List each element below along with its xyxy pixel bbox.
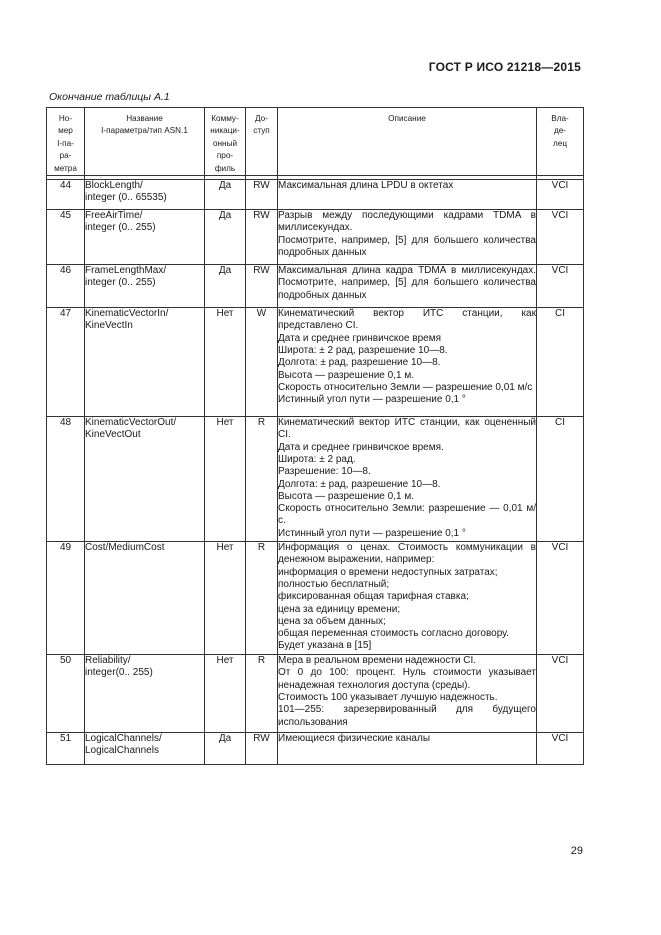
table-row [47,655,584,733]
param-comm-profile: Нет [205,542,246,655]
param-owner: VCI [537,655,584,733]
param-description: Имеющиеся физические каналы [278,733,537,765]
param-owner: VCI [537,542,584,655]
param-comm-profile: Да [205,180,246,210]
table-header-row [47,108,584,176]
param-name: Reliability/ integer(0.. 255) [85,655,205,733]
param-description: Кинематический вектор ИТС станции, как оцененный CI. Дата и среднее гринвичское время. Широта: ± 2 рад. Разрешение: 10—8. Долгота: ± рад, разрешение 10—8. Высота — разрешение 0,1 м. Скорость относительно Земли: разрешение — 0,01 м/с. Истинный угол пути — разрешение 0,1 ° [278,417,537,542]
param-number: 48 [47,417,85,542]
param-comm-profile: Да [205,265,246,308]
param-owner: CI [537,308,584,417]
param-access: RW [246,733,278,765]
param-number: 49 [47,542,85,655]
param-number: 47 [47,308,85,417]
standard-header: ГОСТ Р ИСО 21218—2015 [428,60,581,74]
param-description: Мера в реальном времени надежности CI. От 0 до 100: процент. Нуль стоимости указывает ненадежная технология доступа (среды). Стоимость 100 указывает лучшую надежность. 101—255: зарезервированный для будущего использования [278,655,537,733]
parameters-table [46,107,584,765]
param-owner: VCI [537,180,584,210]
param-description: Кинематический вектор ИТС станции, как представлено CI. Дата и среднее гринвичское время Широта: ± 2 рад, разрешение 10—8. Долгота: ± рад, разрешение 10—8. Высота — разрешение 0,1 м. Скорость относительно Земли — разрешение 0,01 м/с Истинный угол пути — разрешение 0,1 ° [278,308,537,417]
param-name: LogicalChannels/ LogicalChannels [85,733,205,765]
header-comm-profile: Комму- никаци- онный про- филь [205,108,246,176]
table-row [47,542,584,655]
param-number: 44 [47,180,85,210]
param-name: KinematicVectorOut/ KineVectOut [85,417,205,542]
header-access: До- ступ [246,108,278,176]
param-number: 50 [47,655,85,733]
param-number: 46 [47,265,85,308]
param-comm-profile: Нет [205,308,246,417]
param-description: Максимальная длина кадра TDMA в миллисекундах. Посмотрите, например, [5] для большего количества подробных данных [278,265,537,308]
table-row [47,210,584,265]
header-number: Но- мер I-па- ра- метра [47,108,85,176]
param-owner: VCI [537,210,584,265]
param-description: Максимальная длина LPDU в октетах [278,180,537,210]
param-name: BlockLength/ integer (0.. 65535) [85,180,205,210]
param-access: W [246,308,278,417]
header-owner: Вла- де- лец [537,108,584,176]
param-access: RW [246,180,278,210]
table-row [47,308,584,417]
param-description: Информация о ценах. Стоимость коммуникации в денежном выражении, например: информация о времени недоступных затратах; полностью бесплатный; фиксированная общая тарифная ставка; цена за единицу времени; цена за объем данных; общая переменная стоимость согласно договору. Будет указана в [15] [278,542,537,655]
param-owner: VCI [537,733,584,765]
param-name: Cost/MediumCost [85,542,205,655]
param-comm-profile: Нет [205,417,246,542]
param-name: KinematicVectorIn/ KineVectIn [85,308,205,417]
param-comm-profile: Нет [205,655,246,733]
param-name: FreeAirTime/ integer (0.. 255) [85,210,205,265]
table-caption: Окончание таблицы А.1 [49,91,170,103]
param-description: Разрыв между последующими кадрами TDMA в миллисекундах. Посмотрите, например, [5] для большего количества подробных данных [278,210,537,265]
table-row [47,180,584,210]
param-comm-profile: Да [205,733,246,765]
param-access: R [246,655,278,733]
table-row [47,265,584,308]
param-access: RW [246,265,278,308]
table-row [47,417,584,542]
param-comm-profile: Да [205,210,246,265]
param-access: R [246,542,278,655]
param-name: FrameLengthMax/ integer (0.. 255) [85,265,205,308]
table-row [47,733,584,765]
param-number: 45 [47,210,85,265]
header-name: Название I-параметра/тип ASN.1 [85,108,205,176]
page-number: 29 [570,845,583,857]
param-owner: CI [537,417,584,542]
param-access: R [246,417,278,542]
param-access: RW [246,210,278,265]
header-description: Описание [278,108,537,176]
param-number: 51 [47,733,85,765]
param-owner: VCI [537,265,584,308]
